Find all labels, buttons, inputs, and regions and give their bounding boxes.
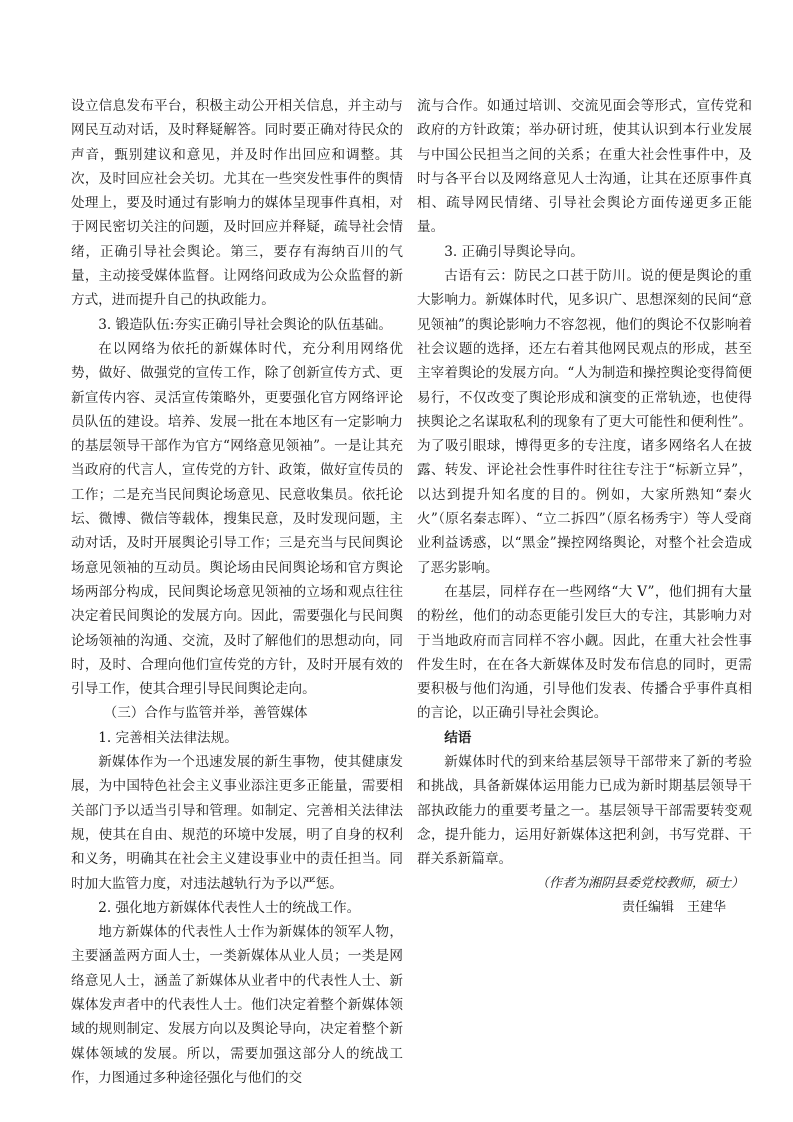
right-paragraph: 结语 [444,729,472,746]
left-paragraph: 1. 完善相关法律法规。 [98,729,238,746]
left-paragraph: 地方新媒体的代表性人士作为新媒体的领军人物，主要涵盖两方面人士，一类新媒体从业人员；一类是网络意见人士，涵盖了新媒体从业者中的代表性人士、新媒体发声者中的代表性人士。他们决定着整个新媒体领域的规则制定、发展方向以及舆论导向，决定着整个新媒体领域的发展。所以，需要加强这部分人的统战工作，力图通过多种途径强化与他们的交 [71,924,403,1086]
right-column [417,94,752,920]
left-column [71,94,403,1090]
right-paragraph: 古语有云：防民之口甚于防川。说的便是舆论的重大影响力。新媒体时代，见多识广、思想深刻的民间“意见领袖”的舆论影响力不容忽视，他们的舆论不仅影响着社会议题的选择，还左右着其他网民观点的形成，甚至主宰着舆论的发展方向。“人为制造和操控舆论变得简便易行，不仅改变了舆论形成和演变的正常轨迹，也使得挟舆论之名谋取私利的现象有了更大可能性和便利性”。为了吸引眼球，博得更多的专注度，诸多网络名人在披露、转发、评论社会性事件时往往专注于“标新立异”，以达到提升知名度的目的。例如，大家所熟知“秦火火”（原名秦志晖）、“立二拆四”（原名杨秀宇）等人受商业利益诱惑，以“黑金”操控网络舆论，对整个社会造成了恶劣影响。 [417,268,752,576]
right-paragraph: 3. 正确引导舆论导向。 [444,243,584,260]
left-paragraph: 设立信息发布平台，积极主动公开相关信息，并主动与网民互动对话，及时释疑解答。同时要正确对待民众的声音，甄别建议和意见，并及时作出回应和调整。其次，及时回应社会关切。尤其在一些突发性事件的舆情处理上，要及时通过有影响力的媒体呈现事件真相，对于网民密切关注的问题，及时回应并释疑，疏导社会情绪，正确引导社会舆论。第三，要存有海纳百川的气量，主动接受媒体监督。让网络问政成为公众监督的新方式，进而提升自己的执政能力。 [71,98,403,309]
left-paragraph: 在以网络为依托的新媒体时代，充分利用网络优势，做好、做强党的宣传工作，除了创新宣传方式、更新宣传内容、灵活宣传策略外，更要强化官方网络评论员队伍的建设。培养、发展一批在本地区有一定影响力的基层领导干部作为官方“网络意见领袖”。一是让其充当政府的代言人，宣传党的方针、政策，做好宣传员的工作；二是充当民间舆论场意见、民意收集员。依托论坛、微博、微信等载体，搜集民意，及时发现问题，主动对话，及时开展舆论引导工作；三是充当与民间舆论场意见领袖的互动员。舆论场由民间舆论场和官方舆论场两部分构成，民间舆论场意见领袖的立场和观点往往决定着民间舆论的发展方向。因此，需要强化与民间舆论场领袖的沟通、交流，及时了解他们的思想动向，同时，及时、合理向他们宣传党的方针，及时开展有效的引导工作，使其合理引导民间舆论走向。 [71,340,403,698]
right-paragraph: （作者为湘阴县委党校教师，硕士） [535,875,744,891]
right-paragraph: 流与合作。如通过培训、交流见面会等形式，宣传党和政府的方针政策；举办研讨班，使其认识到本行业发展与中国公民担当之间的关系；在重大社会性事件中，及时与各平台以及网络意见人士沟通，让其在还原事件真相、疏导网民情绪、引导社会舆论方面传递更多正能量。 [417,98,752,236]
left-paragraph: 3. 锻造队伍:夯实正确引导社会舆论的队伍基础。 [98,316,392,333]
left-paragraph: 2. 强化地方新媒体代表性人士的统战工作。 [98,899,361,916]
left-paragraph: （三）合作与监管并举，善管媒体 [103,705,308,722]
left-paragraph: 新媒体作为一个迅速发展的新生事物，使其健康发展，为中国特色社会主义事业添注更多正能量，需要相关部门予以适当引导和管理。如制定、完善相关法律法规，使其在自由、规范的环境中发展，明了自身的权利和义务，明确其在社会主义建设事业中的责任担当。同时加大监管力度，对违法越轨行为予以严惩。 [71,754,403,892]
right-paragraph: 在基层，同样存在一些网络“大 V”，他们拥有大量的粉丝，他们的动态更能引发巨大的专注，其影响力对于当地政府而言同样不容小觑。因此，在重大社会性事件发生时，在在各大新媒体及时发布信息的同时，更需要积极与他们沟通，引导他们发表、传播合乎事件真相的言论，以正确引导社会舆论。 [417,583,752,722]
right-paragraph: 新媒体时代的到来给基层领导干部带来了新的考验和挑战，具备新媒体运用能力已成为新时期基层领导干部执政能力的重要考量之一。基层领导干部需要转变观念，提升能力，运用好新媒体这把利剑，书写党群、干群关系新篇章。 [417,754,752,868]
right-paragraph: 责任编辑 王建华 [621,899,726,915]
